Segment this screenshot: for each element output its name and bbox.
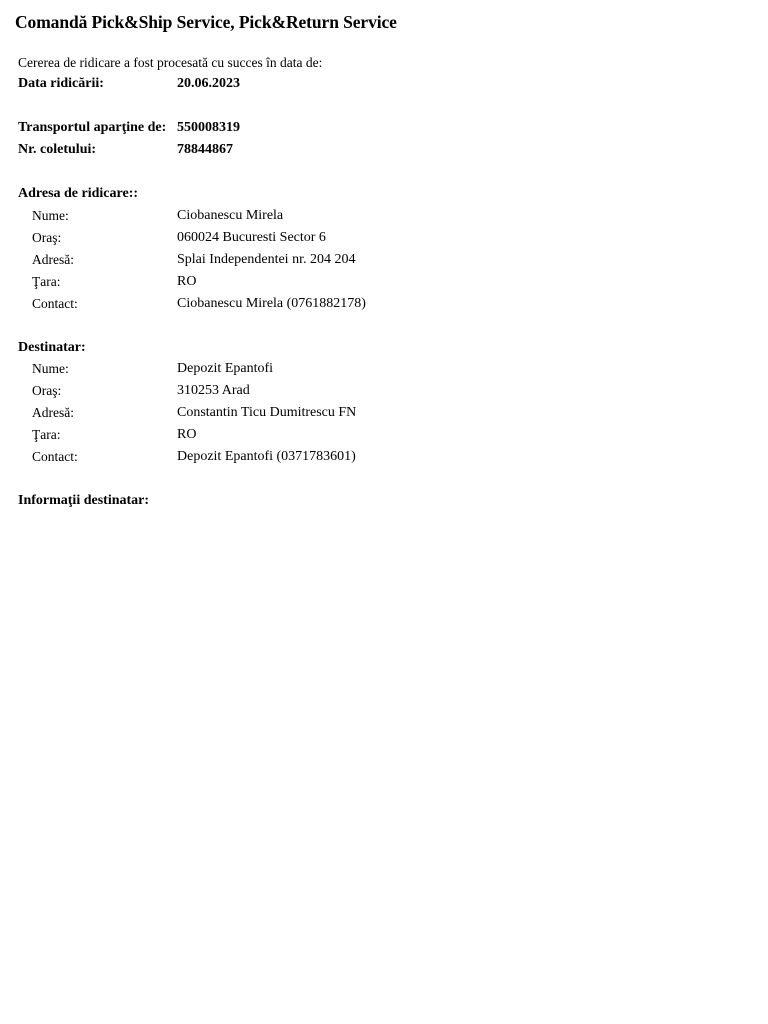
recipient-info-heading: Informaţii destinatar: [18, 493, 150, 508]
recipient-city-label: Oraş: [32, 383, 62, 398]
pickup-city-label: Oraş: [32, 230, 62, 245]
recipient-address-row [18, 405, 718, 421]
pickup-city-row [18, 230, 718, 246]
pickup-name-row [18, 208, 718, 224]
pickup-country-label: Ţara: [32, 274, 61, 289]
parcel-label: Nr. coletului: [18, 142, 97, 157]
recipient-name-value: Depozit Epantofi [177, 361, 274, 376]
recipient-name-label: Nume: [32, 361, 69, 376]
pickup-date-label: Data ridicării: [18, 76, 104, 91]
recipient-name-row [18, 361, 718, 377]
transport-label: Transportul aparţine de: [18, 120, 167, 135]
pickup-city-value: 060024 Bucuresti Sector 6 [177, 230, 326, 245]
pickup-contact-row [18, 296, 718, 312]
recipient-contact-row [18, 449, 718, 465]
recipient-contact-value: Depozit Epantofi (0371783601) [177, 449, 356, 464]
recipient-country-value: RO [177, 427, 197, 442]
recipient-contact-label: Contact: [32, 449, 78, 464]
recipient-city-value: 310253 Arad [177, 383, 250, 398]
parcel-value: 78844867 [177, 142, 233, 157]
recipient-country-row [18, 427, 718, 443]
parcel-row [18, 142, 718, 158]
recipient-address-label: Adresă: [32, 405, 74, 420]
pickup-contact-value: Ciobanescu Mirela (0761882178) [177, 296, 366, 311]
recipient-country-label: Ţara: [32, 427, 61, 442]
document-title: Comandă Pick&Ship Service, Pick&Return Service [15, 12, 397, 32]
pickup-country-value: RO [177, 274, 197, 289]
pickup-contact-label: Contact: [32, 296, 78, 311]
pickup-name-value: Ciobanescu Mirela [177, 208, 284, 223]
transport-value: 550008319 [177, 120, 240, 135]
pickup-address-row [18, 252, 718, 268]
pickup-address-heading: Adresa de ridicare:: [18, 186, 139, 201]
pickup-date-row [18, 76, 718, 92]
pickup-address-label: Adresă: [32, 252, 74, 267]
pickup-date-value: 20.06.2023 [177, 76, 240, 91]
pickup-address-value: Splai Independentei nr. 204 204 [177, 252, 356, 267]
pickup-name-label: Nume: [32, 208, 69, 223]
intro-text: Cererea de ridicare a fost procesată cu succes în data de: [18, 55, 323, 70]
transport-row [18, 120, 718, 136]
pickup-country-row [18, 274, 718, 290]
recipient-heading: Destinatar: [18, 340, 86, 355]
recipient-city-row [18, 383, 718, 399]
recipient-address-value: Constantin Ticu Dumitrescu FN [177, 405, 357, 420]
